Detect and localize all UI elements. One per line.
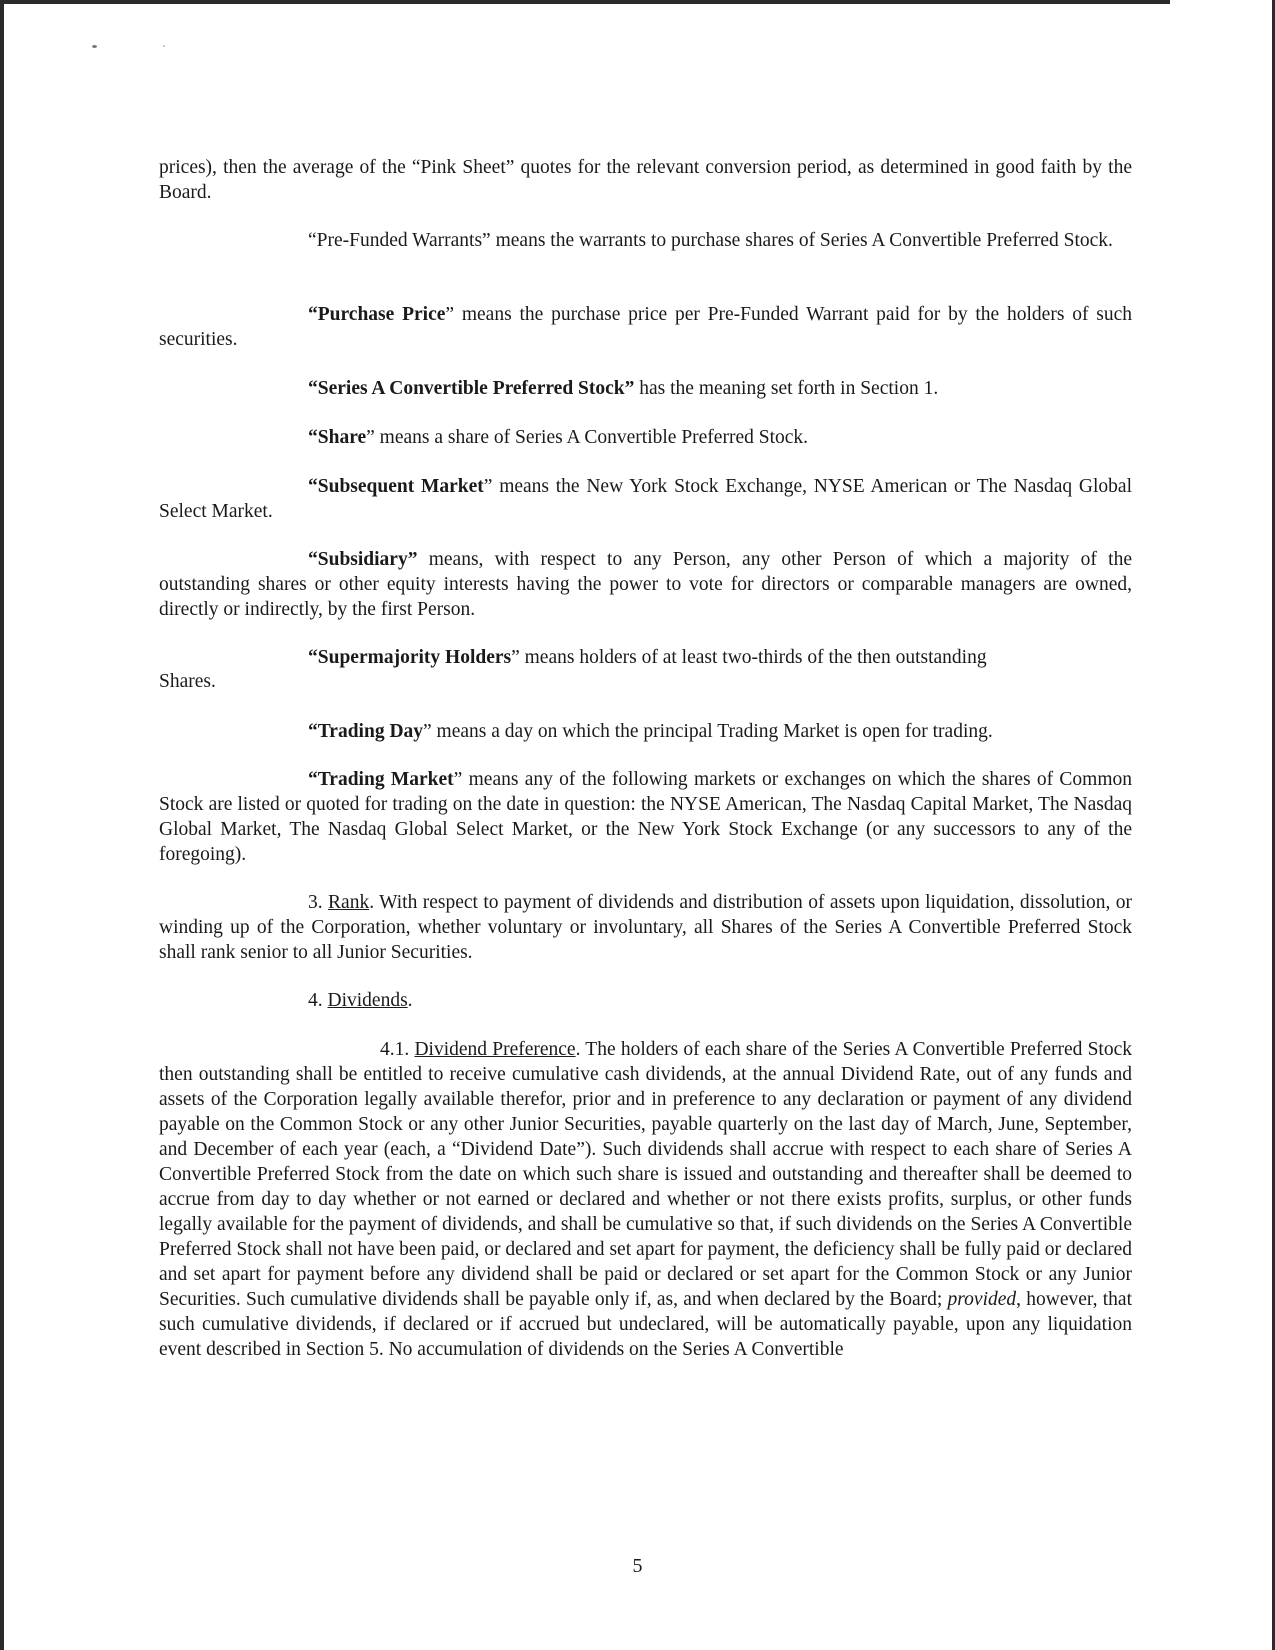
definition-text: ” means the purchase price per Pre-Funded Warrant paid for by the holders of such securities. [159, 304, 1132, 350]
paragraph-text: prices), then the average of the “Pink Sheet” quotes for the relevant conversion period, as determined in good faith by the Board. [159, 157, 1132, 203]
definition-text: ” means holders of at least two-thirds of the then outstanding [511, 647, 987, 668]
definition-text: means, with respect to any Person, any other Person of which a majority of the outstanding shares or other equity interests having the power to vote for directors or comparable managers are owned, directly or indirectly, by the first Person. [159, 549, 1132, 620]
paragraph-pink-sheet-continuation [159, 155, 1132, 205]
definition-text: ” means any of the following markets or exchanges on which the shares of Common Stock are listed or quoted for trading on the date in question: the NYSE American, The Nasdaq Capital Market, The Nasdaq Global Market, The Nasdaq Global Select Market, or the New York Stock Exchange (or any successors to any of the foregoing). [159, 769, 1132, 865]
section-text: . The holders of each share of the Series A Convertible Preferred Stock then outstanding shall be entitled to receive cumulative cash dividends, at the annual Dividend Rate, out of any funds and assets of the Corporation legally available therefor, prior and in preference to any declaration or payment of any dividend payable on the Common Stock or any other Junior Securities, payable quarterly on the last day of March, June, September, and December of each year (each, a “Dividend Date”). Such dividends shall accrue with respect to each share of Series A Convertible Preferred Stock from the date on which such share is issued and outstanding and thereafter shall be deemed to accrue from day to day whether or not earned or declared and whether or not there exists profits, surplus, or other funds legally available for the payment of dividends, and shall be cumulative so that, if such dividends on the Series A Convertible Preferred Stock shall not have been paid, or declared and set apart for payment, the deficiency shall be fully paid or declared and set apart for payment before any dividend shall be paid or declared or set apart for the Common Stock or any Junior Securities. Such cumulative dividends shall be payable only if, as, and when declared by the Board; [159, 1039, 1132, 1310]
definition-subsidiary [159, 547, 1132, 622]
scan-edge-left [0, 0, 4, 1650]
definition-text: ” means a share of Series A Convertible Preferred Stock. [366, 427, 809, 448]
definition-text: Shares. [159, 671, 216, 692]
definition-pre-funded-warrants [159, 228, 1132, 253]
section-text: . [407, 990, 413, 1011]
defined-term: “Trading Day [308, 721, 424, 742]
section-4-dividends [159, 988, 1132, 1013]
defined-term: “Subsequent Market [308, 476, 484, 497]
definition-series-a-preferred [159, 376, 1132, 401]
definition-text: “Pre-Funded Warrants” means the warrants to purchase shares of Series A Convertible Preferred Stock. [308, 230, 1113, 251]
defined-term: “Share [308, 427, 367, 448]
definition-supermajority-holders [159, 645, 1132, 670]
defined-term: “Supermajority Holders [308, 647, 512, 668]
definition-supermajority-tail [159, 669, 1132, 694]
definition-text: has the meaning set forth in Section 1. [634, 378, 939, 399]
section-number: 4.1. [380, 1039, 415, 1060]
definition-share [159, 425, 1132, 450]
definition-purchase-price [159, 302, 1132, 352]
defined-term: “Purchase Price [308, 304, 446, 325]
italic-term: provided [947, 1289, 1017, 1310]
definition-subsequent-market [159, 474, 1132, 524]
defined-term: “Trading Market [308, 769, 454, 790]
section-title: Rank [328, 892, 370, 913]
section-number: 4. [308, 990, 328, 1011]
section-title: Dividends [327, 990, 408, 1011]
section-4-1-dividend-preference [159, 1037, 1132, 1362]
defined-term: “Series A Convertible Preferred Stock” [308, 378, 635, 399]
scan-speck [163, 45, 165, 47]
definition-trading-day [159, 719, 1132, 744]
scan-edge-gap [1170, 0, 1275, 12]
definition-trading-market [159, 767, 1132, 867]
section-text: , however, that such cumulative dividends, if declared or if accrued but undeclared, will be automatically payable, upon any liquidation event described in Section 5. No accumulation of dividends on the Series A Convertible [159, 1289, 1132, 1360]
definition-text: ” means the New York Stock Exchange, NYSE American or The Nasdaq Global Select Market. [159, 476, 1132, 522]
page-number: 5 [632, 1555, 643, 1577]
definition-text: ” means a day on which the principal Trading Market is open for trading. [423, 721, 993, 742]
section-3-rank [159, 890, 1132, 965]
scan-edge-top [0, 0, 1275, 4]
section-title: Dividend Preference [414, 1039, 576, 1060]
section-text: . With respect to payment of dividends and distribution of assets upon liquidation, dissolution, or winding up of the Corporation, whether voluntary or involuntary, all Shares of the Series A Convertible Preferred Stock shall rank senior to all Junior Securities. [159, 892, 1133, 963]
section-number: 3. [308, 892, 329, 913]
scan-speck [92, 45, 97, 48]
defined-term: “Subsidiary” [308, 549, 418, 570]
